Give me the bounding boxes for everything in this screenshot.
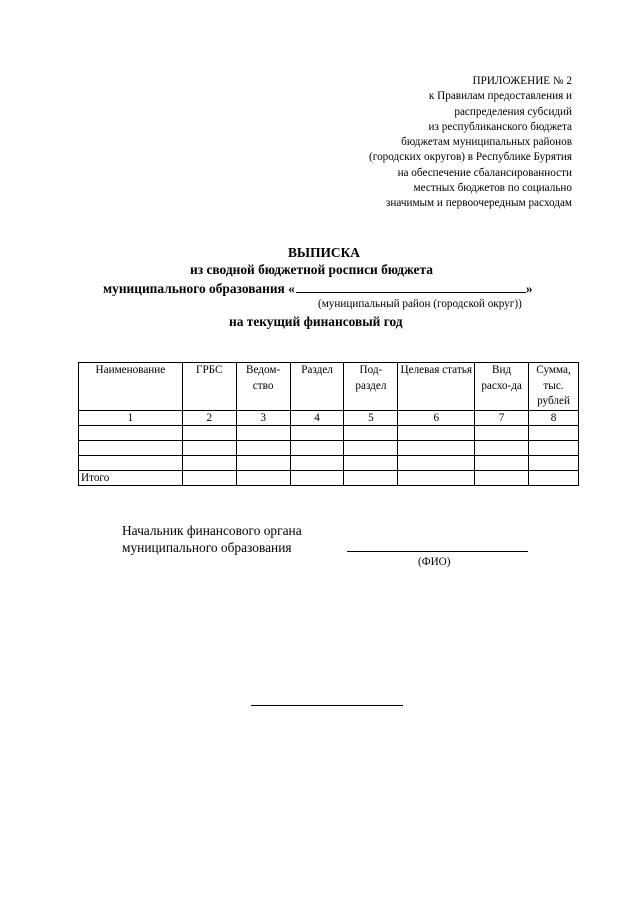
table-cell bbox=[182, 425, 236, 440]
table-cell bbox=[182, 455, 236, 470]
appendix-line: ПРИЛОЖЕНИЕ № 2 bbox=[472, 75, 572, 87]
table-cell bbox=[182, 440, 236, 455]
table-cell bbox=[290, 455, 344, 470]
table-cell bbox=[344, 425, 398, 440]
table-cell bbox=[236, 440, 290, 455]
number-cell: 2 bbox=[182, 410, 236, 425]
table-cell bbox=[398, 425, 475, 440]
number-cell: 6 bbox=[398, 410, 475, 425]
signature-underline bbox=[347, 551, 528, 552]
header-cell: Под-раздел bbox=[344, 363, 398, 411]
table-cell bbox=[475, 425, 529, 440]
title-line-3 bbox=[103, 280, 533, 297]
number-cell: 7 bbox=[475, 410, 529, 425]
number-cell: 3 bbox=[236, 410, 290, 425]
appendix-line: из республиканского бюджета bbox=[428, 120, 572, 133]
title-line-3-suffix: » bbox=[525, 281, 533, 296]
table-cell bbox=[344, 470, 398, 485]
header-cell: Ведом-ство bbox=[236, 363, 290, 411]
header-cell: Раздел bbox=[290, 363, 344, 411]
appendix-line: бюджетам муниципальных районов bbox=[401, 136, 572, 149]
table-total-row bbox=[79, 470, 579, 485]
title-line-3-prefix: муниципального образования « bbox=[103, 281, 295, 296]
appendix-line: к Правилам предоставления и bbox=[428, 90, 572, 103]
table-cell bbox=[182, 470, 236, 485]
table-cell bbox=[529, 425, 579, 440]
title-line-1: ВЫПИСКА bbox=[288, 245, 360, 260]
table-row bbox=[79, 455, 579, 470]
table-cell bbox=[475, 455, 529, 470]
table-cell bbox=[398, 470, 475, 485]
fio-caption: (ФИО) bbox=[418, 556, 451, 568]
table-cell bbox=[529, 470, 579, 485]
appendix-line: местных бюджетов по социально bbox=[413, 182, 572, 195]
table-cell bbox=[236, 425, 290, 440]
table-cell bbox=[79, 440, 183, 455]
table-cell bbox=[398, 440, 475, 455]
table-cell bbox=[529, 440, 579, 455]
closing-rule bbox=[251, 705, 403, 706]
appendix-line: (городских округов) в Республике Бурятия bbox=[369, 151, 572, 164]
table-row bbox=[79, 440, 579, 455]
header-cell: Сумма, тыс. рублей bbox=[529, 363, 579, 411]
table-cell bbox=[290, 425, 344, 440]
total-label: Итого bbox=[79, 470, 183, 485]
signature-line-1: Начальник финансового органа bbox=[122, 523, 302, 538]
header-cell: ГРБС bbox=[182, 363, 236, 411]
table-row bbox=[79, 425, 579, 440]
table-cell bbox=[475, 440, 529, 455]
table-cell bbox=[398, 455, 475, 470]
signature-block bbox=[122, 522, 302, 556]
table-cell bbox=[344, 455, 398, 470]
table-cell bbox=[236, 470, 290, 485]
appendix-line: распределения субсидий bbox=[454, 105, 572, 118]
table-cell bbox=[475, 470, 529, 485]
appendix-line: на обеспечение сбалансированности bbox=[397, 166, 572, 179]
table-cell bbox=[79, 455, 183, 470]
number-cell: 8 bbox=[529, 410, 579, 425]
table-header-row bbox=[79, 363, 579, 411]
table-cell bbox=[344, 440, 398, 455]
title-line-4: на текущий финансовый год bbox=[229, 314, 403, 329]
table-cell bbox=[79, 425, 183, 440]
signature-line-2: муниципального образования bbox=[122, 540, 292, 555]
budget-table bbox=[78, 362, 579, 486]
header-cell: Наименование bbox=[79, 363, 183, 411]
number-cell: 4 bbox=[290, 410, 344, 425]
number-cell: 5 bbox=[344, 410, 398, 425]
table-cell bbox=[290, 440, 344, 455]
header-cell: Целевая статья bbox=[398, 363, 475, 411]
appendix-note bbox=[272, 74, 572, 212]
municipality-subscript: (муниципальный район (городской округ)) bbox=[318, 298, 522, 310]
table-cell bbox=[236, 455, 290, 470]
appendix-line: значимым и первоочередным расходам bbox=[385, 197, 572, 210]
table-cell bbox=[529, 455, 579, 470]
table-number-row bbox=[79, 410, 579, 425]
table-cell bbox=[290, 470, 344, 485]
title-line-2: из сводной бюджетной росписи бюджета bbox=[190, 262, 433, 277]
number-cell: 1 bbox=[79, 410, 183, 425]
municipality-blank-line bbox=[296, 280, 526, 293]
header-cell: Вид расхо-да bbox=[475, 363, 529, 411]
